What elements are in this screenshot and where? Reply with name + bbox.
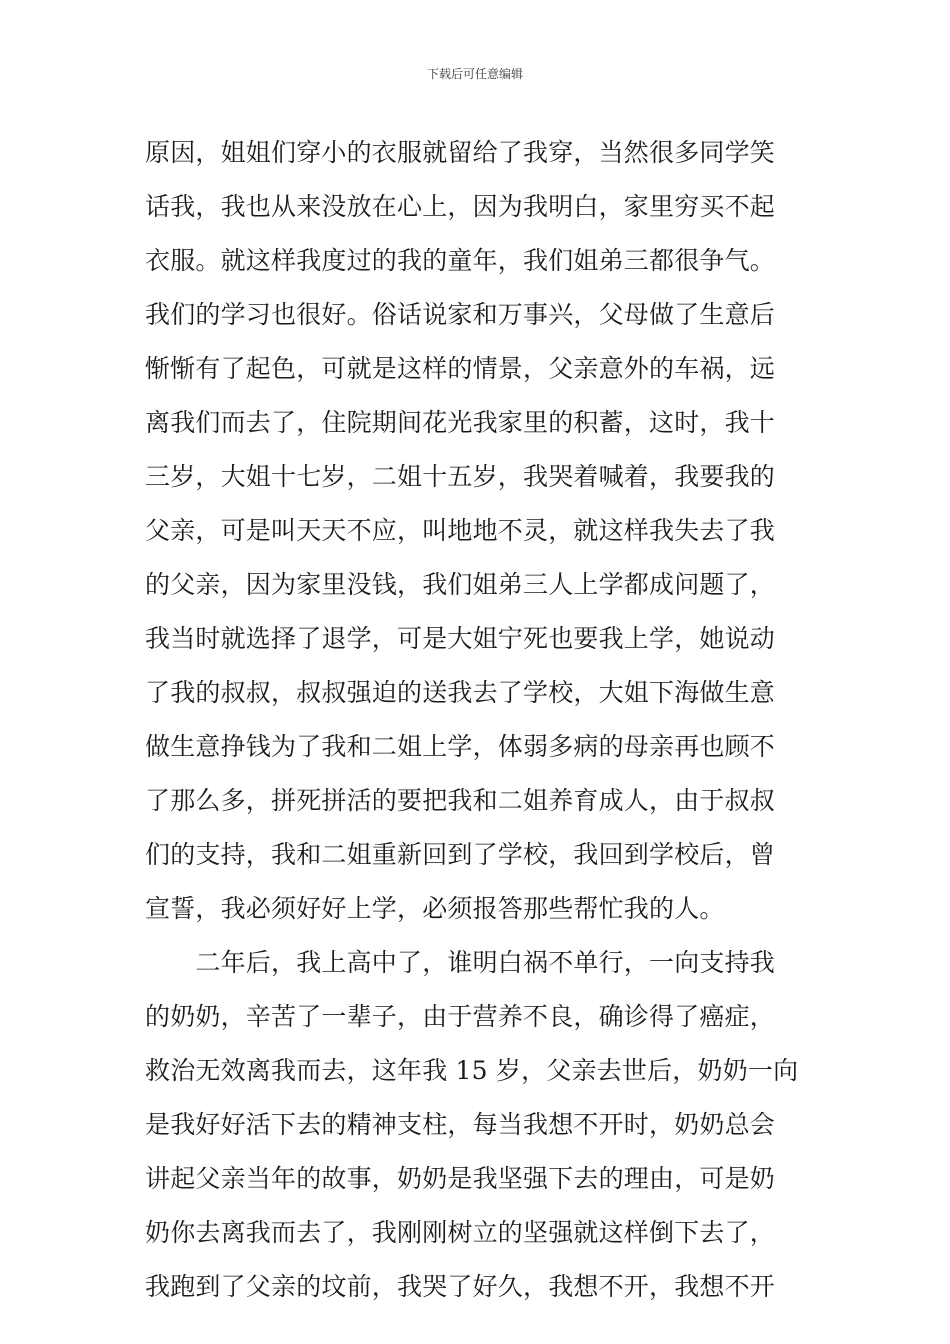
text-line: 讲起父亲当年的故事，奶奶是我坚强下去的理由，可是奶 [145,1164,776,1193]
text-line: 的奶奶，辛苦了一辈子，由于营养不良，确诊得了癌症， [145,1002,776,1031]
text-line: 们的支持，我和二姐重新回到了学校，我回到学校后，曾 [145,840,776,869]
text-line: 二年后，我上高中了，谁明白祸不单行，一向支持我 [145,948,776,977]
text-line: 父亲，可是叫天天不应，叫地地不灵，就这样我失去了我 [145,516,776,545]
text-line: 的父亲，因为家里没钱，我们姐弟三人上学都成问题了， [145,570,776,599]
text-line: 我们的学习也很好。俗话说家和万事兴，父母做了生意后 [145,300,776,329]
text-line: 我当时就选择了退学，可是大姐宁死也要我上学，她说动 [145,624,776,653]
text-line: 救治无效离我而去，这年我 15 岁，父亲去世后，奶奶一向 [145,1056,799,1085]
document-body [145,126,815,1314]
text-line: 了我的叔叔，叔叔强迫的送我去了学校，大姐下海做生意 [145,678,776,707]
text-line: 三岁，大姐十七岁，二姐十五岁，我哭着喊着，我要我的 [145,462,776,491]
text-line: 奶你去离我而去了，我刚刚树立的坚强就这样倒下去了， [145,1218,776,1247]
text-line: 是我好好活下去的精神支柱，每当我想不开时，奶奶总会 [145,1110,776,1139]
text-line: 我跑到了父亲的坟前，我哭了好久，我想不开，我想不开 [145,1272,776,1301]
text-line: 做生意挣钱为了我和二姐上学，体弱多病的母亲再也顾不 [145,732,776,761]
text-line: 了那么多，拼死拼活的要把我和二姐养育成人，由于叔叔 [145,786,776,815]
text-line: 宣誓，我必须好好上学，必须报答那些帮忙我的人。 [145,894,725,923]
text-line: 原因，姐姐们穿小的衣服就留给了我穿，当然很多同学笑 [145,138,776,167]
text-line: 衣服。就这样我度过的我的童年，我们姐弟三都很争气。 [145,246,776,275]
text-line: 离我们而去了，住院期间花光我家里的积蓄，这时，我十 [145,408,776,437]
page-header: 下载后可任意编辑 [426,67,523,81]
text-line: 话我，我也从来没放在心上，因为我明白，家里穷买不起 [145,192,776,221]
text-line: 惭惭有了起色，可就是这样的情景，父亲意外的车祸，远 [145,354,776,383]
